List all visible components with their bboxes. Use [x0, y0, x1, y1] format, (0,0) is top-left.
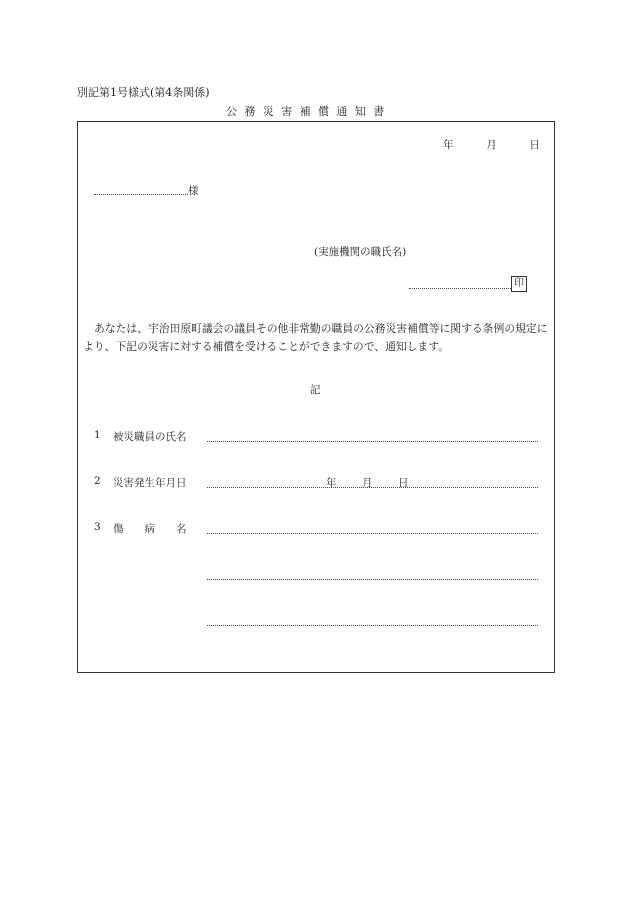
issuer-name-blank[interactable] [409, 288, 511, 289]
form-frame [77, 121, 555, 673]
form-reference: 別記第1号様式(第4条関係) [77, 86, 210, 99]
item-2-number: 2 [94, 475, 101, 487]
item-2-label: 災害発生年月日 [113, 477, 187, 489]
item-2-day: 日 [398, 477, 409, 489]
item-1-number: 1 [94, 429, 101, 441]
item-3-blank-line-2[interactable] [207, 579, 538, 580]
document-title: 公務災害補償通知書 [226, 105, 392, 118]
addressee-suffix: 様 [188, 185, 199, 197]
item-2-blank[interactable] [207, 487, 538, 488]
date-month: 月 [486, 139, 497, 151]
seal-mark: 印 [511, 276, 527, 292]
addressee-blank[interactable] [94, 194, 188, 195]
item-2-month: 月 [362, 477, 373, 489]
notice-body-text: あなたは、宇治田原町議会の議員その他非常勤の職員の公務災害補償等に関する条例の規定により、下記の災害に対する補償を受けることができますので、通知します。 [83, 322, 548, 353]
item-3-label: 傷病名 [113, 523, 208, 535]
item-3-blank-line-1[interactable] [207, 533, 538, 534]
date-day: 日 [529, 139, 540, 151]
item-3-blank-line-3[interactable] [207, 625, 538, 626]
date-year: 年 [443, 139, 454, 151]
item-1-blank[interactable] [207, 441, 538, 442]
issuer-label: (実施機関の職氏名) [314, 246, 407, 258]
item-2-year: 年 [326, 477, 337, 489]
date-line [443, 137, 540, 152]
item-3-number: 3 [94, 521, 101, 533]
note-heading: 記 [310, 384, 321, 396]
item-1-label: 被災職員の氏名 [113, 431, 187, 443]
